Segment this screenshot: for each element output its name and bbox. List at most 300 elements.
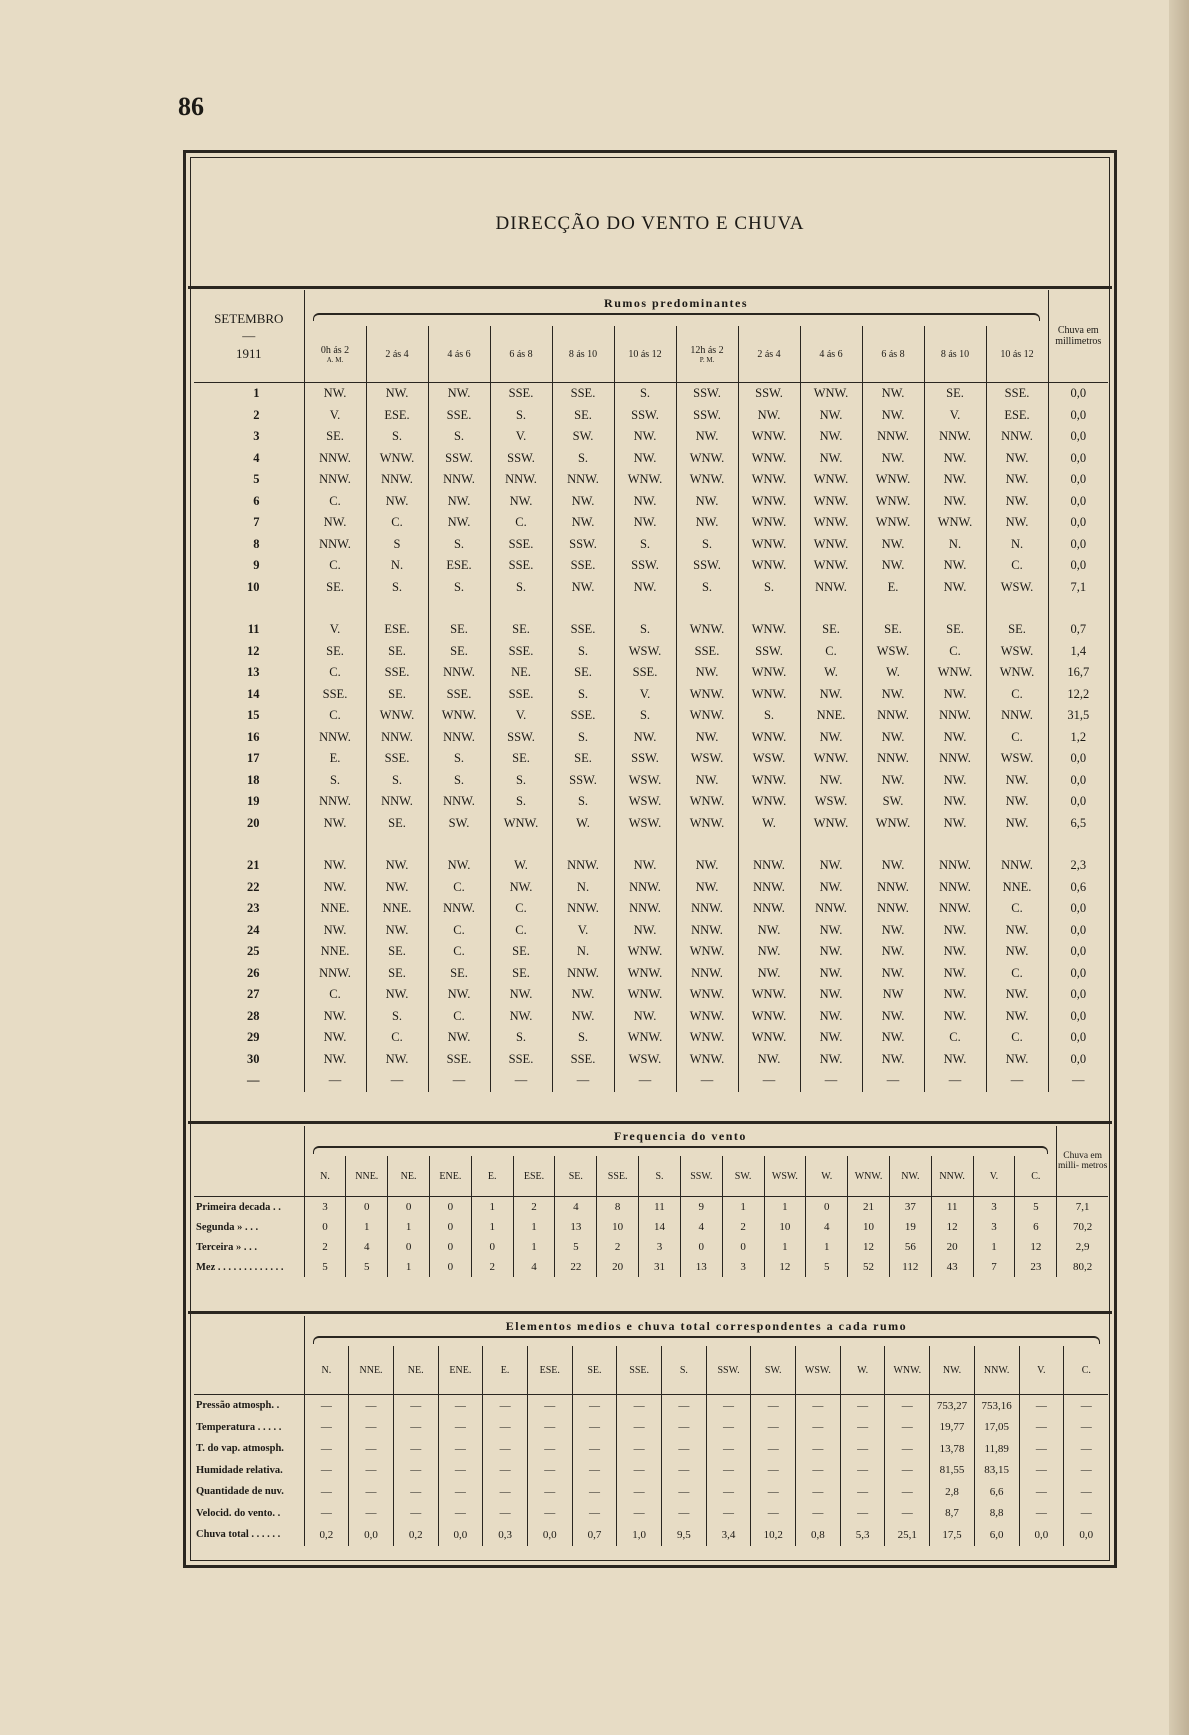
day-row bbox=[194, 512, 1108, 534]
month-separator: — bbox=[242, 328, 256, 344]
rain-cell: 2,3 bbox=[1048, 855, 1108, 877]
element-value-cell: — bbox=[751, 1438, 796, 1460]
hour-column-header bbox=[986, 326, 1048, 383]
element-value-cell: — bbox=[393, 1460, 438, 1482]
wind-direction-cell: WNW. bbox=[676, 813, 738, 835]
gap-cell bbox=[490, 834, 552, 855]
element-value-cell: — bbox=[617, 1460, 662, 1482]
wind-direction-cell: SE. bbox=[552, 662, 614, 684]
wind-direction-cell: SSW. bbox=[614, 555, 676, 577]
wind-direction-cell: — bbox=[924, 1070, 986, 1092]
frequency-cell: 4 bbox=[513, 1257, 555, 1277]
wind-direction-cell: — bbox=[986, 1070, 1048, 1092]
wind-direction-cell: WNW. bbox=[676, 941, 738, 963]
wind-direction-cell: WSW. bbox=[862, 641, 924, 663]
element-value-cell: — bbox=[393, 1481, 438, 1503]
direction-column-header: SE. bbox=[555, 1156, 597, 1197]
frequency-cell: 0 bbox=[430, 1217, 472, 1237]
rain-cell: 7,1 bbox=[1057, 1197, 1108, 1218]
row-label: Temperatura . . . . . bbox=[196, 1421, 282, 1433]
day-row bbox=[194, 662, 1108, 684]
day-number: 16 bbox=[247, 729, 260, 744]
day-row bbox=[194, 641, 1108, 663]
wind-direction-cell: NW. bbox=[986, 1006, 1048, 1028]
wind-direction-cell: S. bbox=[614, 705, 676, 727]
wind-direction-cell: NW. bbox=[800, 1027, 862, 1049]
wind-direction-cell: NW. bbox=[428, 491, 490, 513]
wind-direction-cell: NW. bbox=[676, 426, 738, 448]
wind-direction-cell: SE. bbox=[862, 619, 924, 641]
frequency-cell: 1 bbox=[513, 1237, 555, 1257]
day-row bbox=[194, 855, 1108, 877]
wind-direction-cell: NW. bbox=[676, 727, 738, 749]
frequency-cell: 0 bbox=[304, 1217, 346, 1237]
wind-direction-cell: — bbox=[676, 1070, 738, 1092]
wind-direction-cell: NW. bbox=[428, 512, 490, 534]
wind-direction-cell: ESE. bbox=[428, 555, 490, 577]
wind-direction-cell: NW. bbox=[366, 855, 428, 877]
hour-column-header bbox=[924, 326, 986, 383]
wind-direction-cell: NNW. bbox=[862, 877, 924, 899]
element-value-cell: 0,0 bbox=[438, 1524, 483, 1546]
wind-direction-cell: NW. bbox=[614, 448, 676, 470]
day-number: 6 bbox=[253, 493, 260, 508]
frequency-cell: 0 bbox=[722, 1237, 764, 1257]
element-value-cell: — bbox=[840, 1438, 885, 1460]
day-row bbox=[194, 469, 1108, 491]
element-value-cell: — bbox=[1019, 1395, 1064, 1417]
wind-direction-cell: C. bbox=[490, 512, 552, 534]
wind-direction-cell: NNE. bbox=[986, 877, 1048, 899]
hour-range: 10 ás 12 bbox=[628, 348, 662, 360]
corner-cell bbox=[194, 1316, 304, 1346]
frequency-cell: 4 bbox=[806, 1217, 848, 1237]
wind-direction-cell: NNW. bbox=[676, 920, 738, 942]
element-value-cell: — bbox=[840, 1481, 885, 1503]
rain-cell: 12,2 bbox=[1048, 684, 1108, 706]
wind-direction-cell: — bbox=[614, 1070, 676, 1092]
hour-range: 2 ás 4 bbox=[385, 348, 409, 360]
wind-direction-cell: NW. bbox=[366, 1049, 428, 1071]
wind-direction-cell: WSW. bbox=[614, 791, 676, 813]
element-value-cell: 0,8 bbox=[796, 1524, 841, 1546]
element-value-cell: — bbox=[1064, 1417, 1109, 1439]
element-value-cell: — bbox=[796, 1460, 841, 1482]
wind-direction-cell: NNW. bbox=[428, 662, 490, 684]
element-value-cell: 13,78 bbox=[930, 1438, 975, 1460]
wind-direction-cell: N. bbox=[986, 534, 1048, 556]
direction-column-header: NW. bbox=[889, 1156, 931, 1197]
element-value-cell: — bbox=[706, 1460, 751, 1482]
wind-direction-cell: NNW. bbox=[800, 898, 862, 920]
day-number: 5 bbox=[253, 472, 260, 487]
caption-brace bbox=[313, 1336, 1101, 1344]
frequency-cell: 37 bbox=[889, 1197, 931, 1218]
frequency-cell: 12 bbox=[931, 1217, 973, 1237]
direction-column-header: N. bbox=[304, 1346, 349, 1395]
wind-direction-cell: WNW. bbox=[738, 491, 800, 513]
element-value-cell: — bbox=[751, 1481, 796, 1503]
wind-direction-cell: — bbox=[428, 1070, 490, 1092]
wind-direction-cell: NNW. bbox=[366, 469, 428, 491]
wind-direction-cell: NW. bbox=[862, 920, 924, 942]
wind-direction-cell: C. bbox=[304, 705, 366, 727]
wind-direction-cell: — bbox=[366, 1070, 428, 1092]
direction-column-header: ENE. bbox=[430, 1156, 472, 1197]
wind-direction-cell: SSE. bbox=[428, 1049, 490, 1071]
rain-cell: 0,0 bbox=[1048, 469, 1108, 491]
wind-direction-cell: SSW. bbox=[614, 748, 676, 770]
wind-direction-cell: S. bbox=[676, 577, 738, 599]
wind-direction-cell: S. bbox=[366, 770, 428, 792]
wind-direction-cell: SSE. bbox=[490, 1049, 552, 1071]
wind-direction-cell: S. bbox=[676, 534, 738, 556]
element-value-cell: — bbox=[885, 1460, 930, 1482]
day-number: 24 bbox=[247, 922, 260, 937]
gap-cell bbox=[924, 598, 986, 619]
day-number: 26 bbox=[247, 965, 260, 980]
wind-direction-cell: WSW. bbox=[986, 748, 1048, 770]
rain-cell: 0,0 bbox=[1048, 383, 1108, 405]
wind-direction-cell: V. bbox=[552, 920, 614, 942]
wind-direction-cell: WNW. bbox=[614, 941, 676, 963]
wind-direction-cell: WNW. bbox=[738, 684, 800, 706]
row-label: Velocid. do vento. . bbox=[196, 1507, 281, 1519]
frequency-cell: 4 bbox=[555, 1197, 597, 1218]
element-value-cell: — bbox=[1019, 1438, 1064, 1460]
direction-column-header: SSE. bbox=[617, 1346, 662, 1395]
gap-cell bbox=[986, 598, 1048, 619]
wind-direction-cell: SE. bbox=[490, 619, 552, 641]
direction-column-header: S. bbox=[639, 1156, 681, 1197]
frequency-cell: 6 bbox=[1015, 1217, 1057, 1237]
day-number: 21 bbox=[247, 858, 260, 873]
wind-direction-cell: SSE. bbox=[428, 405, 490, 427]
rain-cell: — bbox=[1048, 1070, 1108, 1092]
wind-direction-cell: NW. bbox=[304, 813, 366, 835]
frequency-cell: 21 bbox=[848, 1197, 890, 1218]
rain-cell: 0,0 bbox=[1048, 534, 1108, 556]
wind-direction-cell: NW. bbox=[986, 920, 1048, 942]
caption-brace bbox=[313, 313, 1040, 321]
gap-cell bbox=[490, 598, 552, 619]
table-frame bbox=[183, 150, 1117, 1568]
element-value-cell: 8,8 bbox=[974, 1503, 1019, 1525]
element-row bbox=[194, 1395, 1108, 1417]
day-number: 2 bbox=[253, 407, 260, 422]
element-value-cell: — bbox=[1064, 1438, 1109, 1460]
wind-direction-cell: WSW. bbox=[614, 1049, 676, 1071]
element-value-cell: 0,0 bbox=[527, 1524, 572, 1546]
wind-direction-cell: C. bbox=[428, 941, 490, 963]
direction-column-header: ENE. bbox=[438, 1346, 483, 1395]
wind-direction-cell: NNW. bbox=[552, 855, 614, 877]
direction-column-header: WSW. bbox=[764, 1156, 806, 1197]
wind-direction-cell: SE. bbox=[304, 641, 366, 663]
wind-direction-cell: SE. bbox=[552, 748, 614, 770]
section-rule bbox=[188, 1311, 1112, 1314]
element-value-cell: — bbox=[706, 1395, 751, 1417]
rain-cell: 0,0 bbox=[1048, 448, 1108, 470]
element-value-cell: — bbox=[706, 1417, 751, 1439]
row-label: Terceira » . . . bbox=[196, 1241, 257, 1253]
wind-direction-cell: NNW. bbox=[304, 727, 366, 749]
day-number: 7 bbox=[253, 515, 260, 530]
wind-direction-cell: W. bbox=[490, 855, 552, 877]
element-value-cell: 19,77 bbox=[930, 1417, 975, 1439]
wind-direction-cell: NW. bbox=[800, 426, 862, 448]
wind-direction-cell: WNW. bbox=[862, 469, 924, 491]
frequency-cell: 5 bbox=[806, 1257, 848, 1277]
element-value-cell: — bbox=[1064, 1395, 1109, 1417]
wind-direction-cell: NNE. bbox=[304, 941, 366, 963]
wind-direction-cell: — bbox=[738, 1070, 800, 1092]
element-value-cell: — bbox=[393, 1417, 438, 1439]
frequency-cell: 56 bbox=[889, 1237, 931, 1257]
element-value-cell: — bbox=[527, 1481, 572, 1503]
direction-column-header: SSE. bbox=[597, 1156, 639, 1197]
frequency-cell: 2 bbox=[471, 1257, 513, 1277]
element-value-cell: — bbox=[1019, 1460, 1064, 1482]
element-value-cell: — bbox=[527, 1395, 572, 1417]
frequency-cell: 1 bbox=[764, 1237, 806, 1257]
wind-direction-cell: NW. bbox=[800, 963, 862, 985]
wind-direction-cell: — bbox=[862, 1070, 924, 1092]
wind-direction-cell: NNW. bbox=[614, 877, 676, 899]
wind-direction-cell: SE. bbox=[490, 748, 552, 770]
gap-cell bbox=[738, 834, 800, 855]
wind-direction-cell: W. bbox=[862, 662, 924, 684]
wind-direction-cell: NW. bbox=[924, 684, 986, 706]
element-row bbox=[194, 1460, 1108, 1482]
wind-direction-cell: NNW. bbox=[552, 963, 614, 985]
element-value-cell: 0,7 bbox=[572, 1524, 617, 1546]
wind-direction-cell: SE. bbox=[366, 813, 428, 835]
element-value-cell: — bbox=[483, 1460, 528, 1482]
wind-direction-cell: WNW. bbox=[800, 491, 862, 513]
hour-range: 0h ás 2 bbox=[320, 344, 350, 356]
wind-direction-cell: NW. bbox=[924, 469, 986, 491]
rain-cell: 16,7 bbox=[1048, 662, 1108, 684]
wind-direction-cell: V. bbox=[490, 426, 552, 448]
gap-cell bbox=[194, 598, 304, 619]
wind-direction-cell: NW. bbox=[924, 555, 986, 577]
wind-direction-cell: SSE. bbox=[366, 662, 428, 684]
element-value-cell: — bbox=[1019, 1503, 1064, 1525]
wind-direction-cell: WNW. bbox=[800, 512, 862, 534]
rain-cell: 0,0 bbox=[1048, 941, 1108, 963]
direction-column-header: WSW. bbox=[796, 1346, 841, 1395]
wind-direction-cell: SSE. bbox=[490, 534, 552, 556]
hour-range: 4 ás 6 bbox=[819, 348, 843, 360]
rain-cell: 0,0 bbox=[1048, 920, 1108, 942]
wind-direction-cell: SSW. bbox=[676, 383, 738, 405]
wind-direction-cell: NW. bbox=[366, 383, 428, 405]
frequency-cell: 0 bbox=[430, 1197, 472, 1218]
direction-column-header: SW. bbox=[751, 1346, 796, 1395]
wind-direction-cell: NNW. bbox=[924, 426, 986, 448]
direction-column-header: E. bbox=[483, 1346, 528, 1395]
direction-column-header: ESE. bbox=[527, 1346, 572, 1395]
element-value-cell: — bbox=[706, 1481, 751, 1503]
hour-range: 6 ás 8 bbox=[509, 348, 533, 360]
wind-direction-cell: NW. bbox=[800, 855, 862, 877]
direction-column-header: V. bbox=[973, 1156, 1015, 1197]
gap-cell bbox=[738, 598, 800, 619]
day-row bbox=[194, 534, 1108, 556]
wind-direction-cell: WNW. bbox=[862, 813, 924, 835]
wind-direction-cell: S. bbox=[304, 770, 366, 792]
wind-direction-cell: NNW. bbox=[986, 705, 1048, 727]
element-value-cell: — bbox=[751, 1460, 796, 1482]
wind-direction-cell: NW. bbox=[924, 577, 986, 599]
day-row bbox=[194, 748, 1108, 770]
wind-direction-cell: NW bbox=[862, 984, 924, 1006]
wind-direction-cell: WSW. bbox=[986, 641, 1048, 663]
hour-range: 6 ás 8 bbox=[881, 348, 905, 360]
wind-direction-cell: SSE. bbox=[986, 383, 1048, 405]
wind-direction-cell: SSE. bbox=[490, 684, 552, 706]
wind-direction-cell: WNW. bbox=[800, 469, 862, 491]
element-value-cell: — bbox=[349, 1395, 394, 1417]
wind-direction-cell: SE. bbox=[304, 426, 366, 448]
element-value-cell: — bbox=[304, 1438, 349, 1460]
direction-column-header: N. bbox=[304, 1156, 346, 1197]
wind-direction-cell: NE. bbox=[490, 662, 552, 684]
day-row bbox=[194, 1070, 1108, 1092]
year-label: 1911 bbox=[235, 345, 262, 361]
hour-column-header bbox=[862, 326, 924, 383]
element-value-cell: — bbox=[662, 1503, 707, 1525]
wind-direction-cell: NW. bbox=[986, 512, 1048, 534]
rumos-caption-cell bbox=[304, 290, 1048, 326]
wind-direction-cell: NW. bbox=[862, 448, 924, 470]
element-value-cell: — bbox=[1064, 1503, 1109, 1525]
wind-direction-cell: WNW. bbox=[676, 469, 738, 491]
element-value-cell: — bbox=[617, 1438, 662, 1460]
wind-direction-cell: S. bbox=[614, 619, 676, 641]
wind-direction-cell: NW. bbox=[490, 877, 552, 899]
wind-direction-cell: NW. bbox=[862, 405, 924, 427]
wind-direction-cell: C. bbox=[986, 684, 1048, 706]
frequency-caption: Frequencia do vento bbox=[613, 1128, 747, 1143]
wind-direction-cell: WNW. bbox=[738, 791, 800, 813]
element-value-cell: — bbox=[796, 1481, 841, 1503]
wind-direction-cell: C. bbox=[304, 662, 366, 684]
element-value-cell: 6,0 bbox=[974, 1524, 1019, 1546]
rain-cell: 0,0 bbox=[1048, 984, 1108, 1006]
wind-direction-cell: C. bbox=[304, 491, 366, 513]
wind-direction-cell: WNW. bbox=[738, 1006, 800, 1028]
day-row bbox=[194, 383, 1108, 405]
wind-direction-cell: NW. bbox=[924, 727, 986, 749]
wind-direction-cell: NW. bbox=[738, 1049, 800, 1071]
element-value-cell: — bbox=[349, 1460, 394, 1482]
month-label: SETEMBRO bbox=[214, 310, 284, 326]
day-number: 20 bbox=[247, 815, 260, 830]
frequency-cell: 7 bbox=[973, 1257, 1015, 1277]
wind-direction-cell: NW. bbox=[614, 426, 676, 448]
wind-direction-cell: WNW. bbox=[924, 662, 986, 684]
wind-direction-cell: S. bbox=[552, 1027, 614, 1049]
frequency-cell: 1 bbox=[471, 1197, 513, 1218]
wind-direction-cell: WNW. bbox=[738, 1027, 800, 1049]
frequency-cell: 1 bbox=[806, 1237, 848, 1257]
wind-direction-cell: S. bbox=[552, 448, 614, 470]
element-value-cell: — bbox=[1064, 1460, 1109, 1482]
wind-direction-cell: NW. bbox=[800, 920, 862, 942]
rain-cell: 0,0 bbox=[1048, 405, 1108, 427]
rain-header: Chuva em millimetros bbox=[1048, 290, 1108, 383]
wind-direction-cell: SE. bbox=[986, 619, 1048, 641]
frequency-cell: 0 bbox=[388, 1237, 430, 1257]
hour-range: 12h ás 2 bbox=[690, 344, 724, 356]
wind-direction-cell: NW. bbox=[800, 727, 862, 749]
wind-direction-cell: S. bbox=[490, 405, 552, 427]
wind-direction-cell: SE. bbox=[428, 619, 490, 641]
wind-direction-cell: NW. bbox=[676, 491, 738, 513]
gap-cell bbox=[304, 598, 366, 619]
wind-direction-cell: SSE. bbox=[428, 684, 490, 706]
wind-direction-cell: NW. bbox=[924, 491, 986, 513]
wind-direction-cell: NW. bbox=[862, 963, 924, 985]
element-value-cell: 0,0 bbox=[1019, 1524, 1064, 1546]
wind-direction-cell: NW. bbox=[490, 1006, 552, 1028]
frequency-cell: 22 bbox=[555, 1257, 597, 1277]
direction-column-header: NNW. bbox=[974, 1346, 1019, 1395]
rain-cell: 6,5 bbox=[1048, 813, 1108, 835]
rain-cell: 0,0 bbox=[1048, 748, 1108, 770]
element-value-cell: — bbox=[617, 1503, 662, 1525]
element-value-cell: — bbox=[438, 1417, 483, 1439]
wind-direction-cell: S. bbox=[552, 684, 614, 706]
element-value-cell: — bbox=[438, 1481, 483, 1503]
wind-direction-cell: C. bbox=[304, 555, 366, 577]
wind-direction-cell: NW. bbox=[924, 813, 986, 835]
element-value-cell: — bbox=[483, 1417, 528, 1439]
day-number: 18 bbox=[247, 772, 260, 787]
row-label: T. do vap. atmosph. bbox=[196, 1443, 284, 1455]
wind-direction-cell: NNW. bbox=[552, 898, 614, 920]
wind-direction-cell: — bbox=[800, 1070, 862, 1092]
wind-direction-cell: NNW. bbox=[924, 748, 986, 770]
wind-direction-cell: WNW. bbox=[738, 512, 800, 534]
wind-direction-cell: C. bbox=[986, 1027, 1048, 1049]
row-label: Segunda » . . . bbox=[196, 1221, 259, 1233]
frequency-cell: 12 bbox=[848, 1237, 890, 1257]
direction-column-header: W. bbox=[806, 1156, 848, 1197]
frequency-cell: 10 bbox=[597, 1217, 639, 1237]
element-value-cell: — bbox=[304, 1503, 349, 1525]
wind-direction-cell: NW. bbox=[552, 577, 614, 599]
direction-column-header: S. bbox=[662, 1346, 707, 1395]
wind-direction-cell: WNW. bbox=[614, 469, 676, 491]
page-title: DIRECÇÃO DO VENTO E CHUVA bbox=[495, 213, 805, 234]
frequency-row bbox=[194, 1237, 1108, 1257]
hour-column-header bbox=[738, 326, 800, 383]
direction-column-header: E. bbox=[471, 1156, 513, 1197]
corner-cell bbox=[194, 1346, 304, 1395]
hour-range: 8 ás 10 bbox=[940, 348, 970, 360]
section-rule bbox=[188, 1121, 1112, 1124]
element-value-cell: — bbox=[662, 1417, 707, 1439]
wind-direction-cell: NW. bbox=[862, 534, 924, 556]
frequency-cell: 19 bbox=[889, 1217, 931, 1237]
element-value-cell: — bbox=[1064, 1481, 1109, 1503]
element-value-cell: — bbox=[527, 1438, 572, 1460]
row-label: Primeira decada . . bbox=[196, 1201, 281, 1213]
frequency-cell: 10 bbox=[848, 1217, 890, 1237]
